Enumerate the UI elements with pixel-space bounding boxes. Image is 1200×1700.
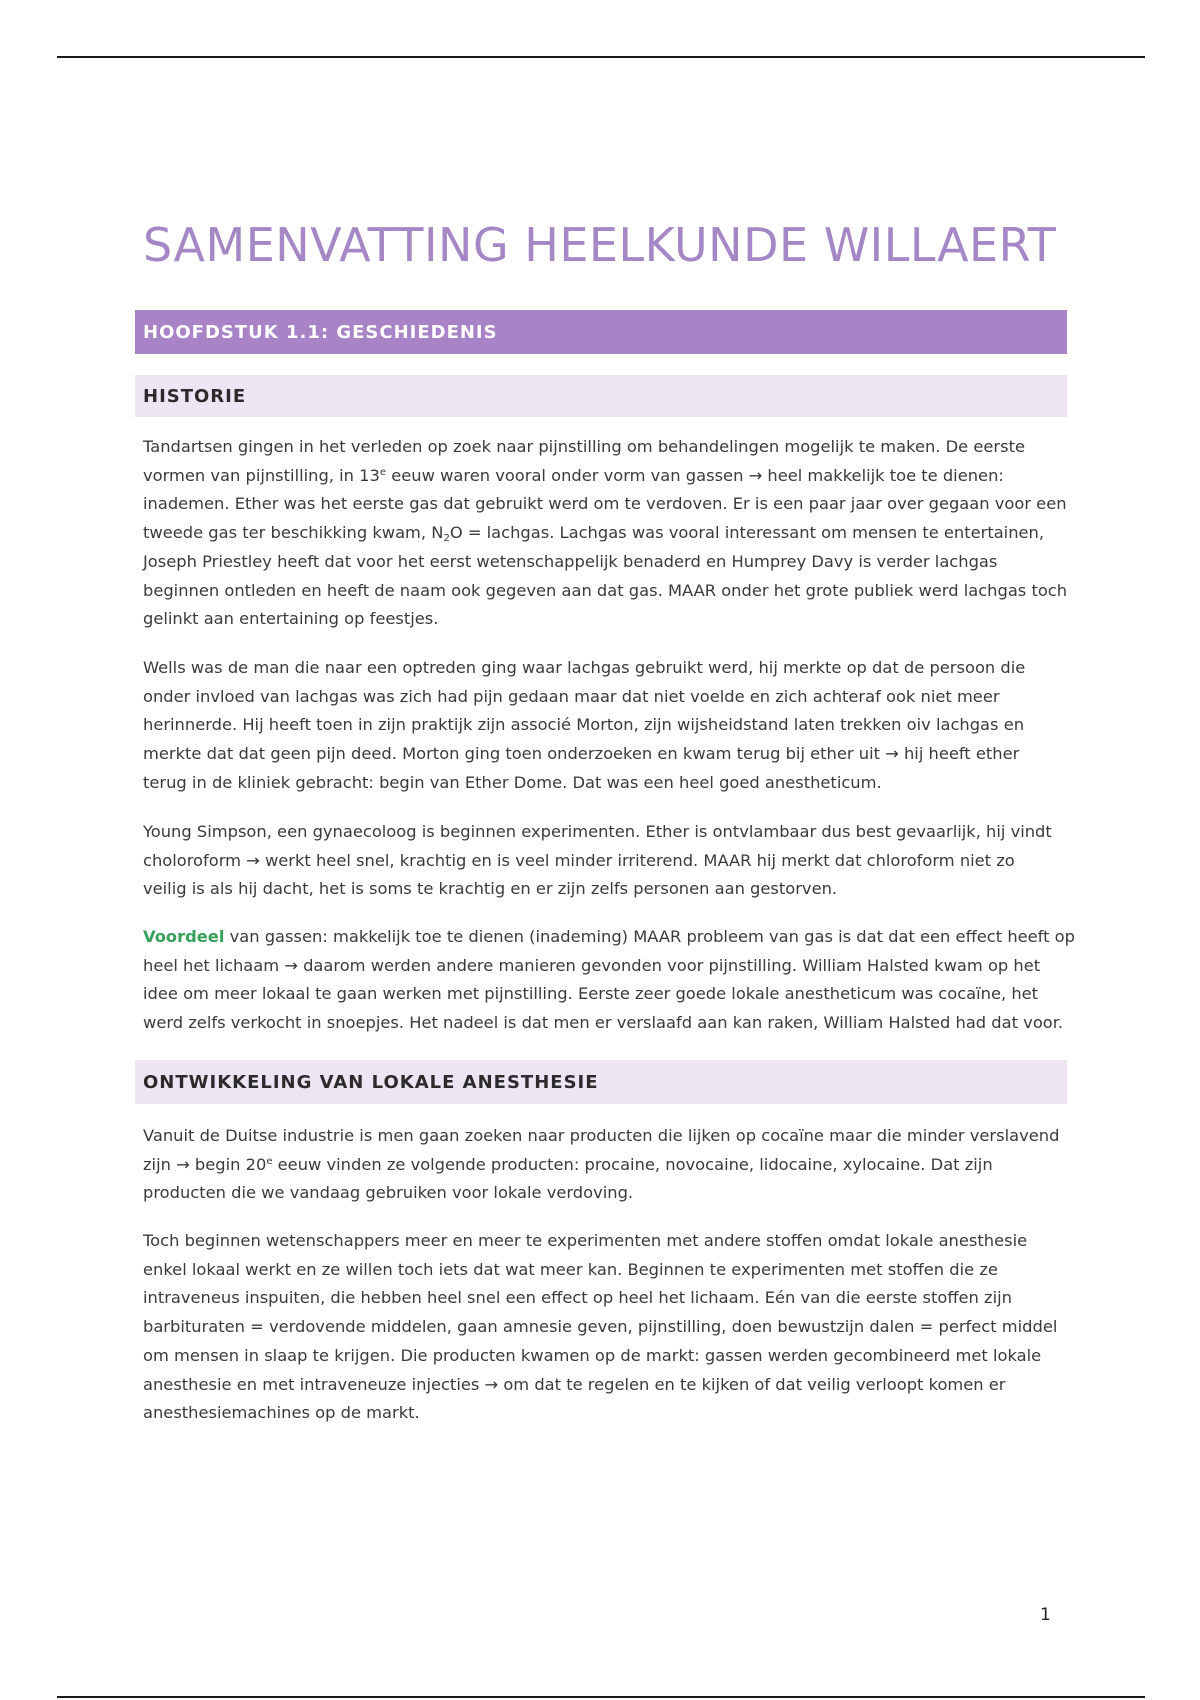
- chapter-heading: HOOFDSTUK 1.1: GESCHIEDENIS: [135, 310, 1067, 354]
- paragraph-line: herinnerde. Hij heeft toen in zijn praktijk zijn associé Morton, zijn wijsheidstand laten trekken oiv lachgas en: [143, 715, 1025, 735]
- paragraph-line: zijn → begin 20e eeuw vinden ze volgende producten: procaine, novocaine, lidocaine, xylocaine. Dat zijn: [143, 1154, 993, 1174]
- page-number: 1: [1040, 1605, 1051, 1625]
- section-heading-historie: HISTORIE: [135, 375, 1067, 417]
- paragraph-line: veilig is als hij dacht, het is soms te krachtig en er zijn zelfs personen aan gestorven.: [143, 879, 838, 899]
- paragraph: [143, 818, 1059, 904]
- paragraph-line: barbituraten = verdovende middelen, gaan amnesie geven, pijnstilling, doen bewustzijn dalen = perfect middel: [143, 1317, 1058, 1337]
- paragraph-line: tweede gas ter beschikking kwam, $N_2O$ = lachgas. Lachgas was vooral interessant om mensen te entertainen,: [143, 523, 1045, 545]
- paragraph: [143, 433, 1068, 634]
- paragraph-line: gelinkt aan entertaining op feestjes.: [143, 609, 439, 629]
- paragraph-line: enkel lokaal werkt en ze willen toch iets dat wat meer kan. Beginnen te experimenten met stoffen die ze: [143, 1259, 998, 1279]
- paragraph-line: Tandartsen gingen in het verleden op zoek naar pijnstilling om behandelingen mogelijk te maken. De eerste: [143, 437, 1025, 456]
- paragraph-line: werd zelfs verkocht in snoepjes. Het nadeel is dat men er verslaafd aan kan raken, William Halsted had dat voor.: [143, 1013, 1064, 1033]
- paragraph-line: Young Simpson, een gynaecoloog is beginnen experimenten. Ether is ontvlambaar dus best gevaarlijk, hij vindt: [143, 822, 1052, 841]
- paragraph-line: beginnen ontleden en heeft de naam ook gegeven aan dat gas. MAAR onder het grote publiek werd lachgas toch: [143, 580, 1068, 600]
- paragraph-line: choloroform → werkt heel snel, krachtig en is veel minder irriterend. MAAR hij merkt dat chloroform niet zo: [143, 850, 1015, 870]
- paragraph-line: inademen. Ether was het eerste gas dat gebruikt werd om te verdoven. Er is een paar jaar over gegaan voor een: [143, 494, 1067, 514]
- paragraph-line: terug in de kliniek gebracht: begin van Ether Dome. Dat was een heel goed anestheticum.: [143, 772, 882, 792]
- section-heading-lokale-anesthesie: ONTWIKKELING VAN LOKALE ANESTHESIE: [135, 1060, 1067, 1104]
- paragraph-line: anesthesiemachines op de markt.: [143, 1403, 420, 1423]
- paragraph-line: onder invloed van lachgas was zich had pijn gedaan maar dat niet voelde en zich achteraf ook niet meer: [143, 686, 1000, 706]
- document-title: SAMENVATTING HEELKUNDE WILLAERT: [143, 218, 1057, 272]
- paragraph: [143, 654, 1059, 798]
- paragraph-line: Voordeel van gassen: makkelijk toe te dienen (inademing) MAAR probleem van gas is dat dat een effect heeft op: [143, 927, 1075, 946]
- paragraph-line: Toch beginnen wetenschappers meer en meer te experimenten met andere stoffen omdat lokale anesthesie: [143, 1231, 1028, 1250]
- highlight-term: Voordeel: [143, 927, 225, 946]
- paragraph-line: Wells was de man die naar een optreden ging waar lachgas gebruikt werd, hij merkte op dat de persoon die: [143, 658, 1026, 677]
- paragraph-line: Vanuit de Duitse industrie is men gaan zoeken naar producten die lijken op cocaïne maar die minder verslavend: [143, 1126, 1060, 1145]
- paragraph-line: Joseph Priestley heeft dat voor het eerst wetenschappelijk benaderd en Humprey Davy is verder lachgas: [143, 551, 998, 571]
- paragraph-line: merkte dat dat geen pijn deed. Morton ging toen onderzoeken en kwam terug bij ether uit → hij heeft ether: [143, 744, 1020, 764]
- paragraph-line: anesthesie en met intraveneuze injecties → om dat te regelen en te kijken of dat veilig verloopt komen er: [143, 1374, 1006, 1394]
- paragraph-line: om mensen in slaap te krijgen. Die producten kwamen op de markt: gassen werden gecombineerd met lokale: [143, 1345, 1042, 1365]
- paragraph-line: intraveneus inspuiten, die hebben heel snel een effect op heel het lichaam. Eén van die eerste stoffen zijn: [143, 1288, 1012, 1308]
- paragraph-line: producten die we vandaag gebruiken voor lokale verdoving.: [143, 1183, 634, 1203]
- header-rule: [57, 56, 1145, 58]
- paragraph-line: vormen van pijnstilling, in 13e eeuw waren vooral onder vorm van gassen → heel makkelijk toe te dienen:: [143, 465, 1004, 485]
- footer-rule: [57, 1696, 1145, 1698]
- paragraph: [143, 1122, 1059, 1208]
- paragraph: [143, 1227, 1059, 1428]
- paragraph-line: heel het lichaam → daarom werden andere manieren gevonden voor pijnstilling. William Halsted kwam op het: [143, 955, 1041, 975]
- paragraph-line: idee om meer lokaal te gaan werken met pijnstilling. Eerste zeer goede lokale anestheticum was cocaïne, het: [143, 984, 1039, 1004]
- paragraph: [143, 923, 1075, 1038]
